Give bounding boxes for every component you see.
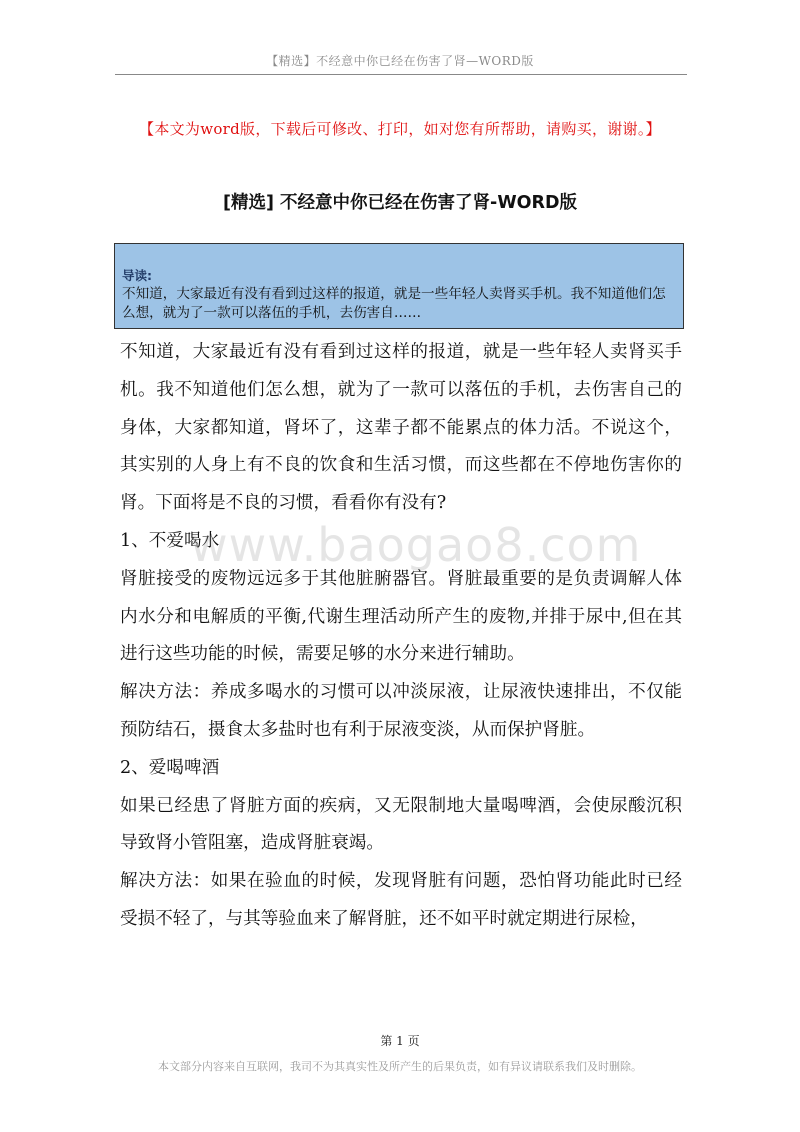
summary-label: 导读:	[122, 268, 152, 283]
solution-paragraph: 解决方法：如果在验血的时候，发现肾脏有问题，恐怕肾功能此时已经受损不轻了，与其等验血来了解肾脏，还不如平时就定期进行尿检，	[120, 871, 682, 929]
document-title: [精选] 不经意中你已经在伤害了肾-WORD版	[222, 193, 578, 213]
solution-paragraph: 解决方法：养成多喝水的习惯可以冲淡尿液，让尿液快速排出，不仅能预防结石，摄食太多盐时也有利于尿液变淡，从而保护肾脏。	[120, 682, 682, 740]
section-heading-1: 1、不爱喝水	[120, 530, 220, 551]
summary-box	[114, 243, 684, 329]
summary-text: 不知道，大家最近有没有看到过这样的报道，就是一些年轻人卖肾买手机。我不知道他们怎么想，就为了一款可以落伍的手机，去伤害自……	[122, 286, 666, 321]
watermark: www.baogao8.com	[190, 518, 642, 572]
section-heading-2: 2、爱喝啤酒	[120, 757, 220, 778]
body-paragraph-intro: 不知道，大家最近有没有看到过这样的报道，就是一些年轻人卖肾买手机。我不知道他们怎么想，就为了一款可以落伍的手机，去伤害自己的身体，大家都知道，肾坏了，这辈子都不能累点的体力活。不说这个，其实别的人身上有不良的饮食和生活习惯，而这些都在不停地伤害你的肾。下面将是不良的习惯，看看你有没有?	[120, 342, 682, 514]
document-body	[120, 334, 682, 939]
page-number: 第 1 页	[380, 1034, 420, 1048]
header-divider	[115, 74, 687, 75]
footer-disclaimer: 本文部分内容来自互联网，我司不为其真实性及所产生的后果负责，如有异议请联系我们及时删除。	[158, 1060, 642, 1073]
purchase-notice: 【本文为word版，下载后可修改、打印，如对您有所帮助，请购买，谢谢。】	[139, 120, 661, 138]
body-paragraph: 如果已经患了肾脏方面的疾病，又无限制地大量喝啤酒，会使尿酸沉积导致肾小管阻塞，造成肾脏衰竭。	[120, 795, 682, 854]
running-header: 【精选】不经意中你已经在伤害了肾—WORD版	[266, 54, 534, 68]
body-paragraph: 肾脏接受的废物远远多于其他脏腑器官。肾脏最重要的是负责调解人体内水分和电解质的平衡,代谢生理活动所产生的废物,并排于尿中,但在其进行这些功能的时候，需要足够的水分来进行辅助。	[120, 568, 682, 665]
